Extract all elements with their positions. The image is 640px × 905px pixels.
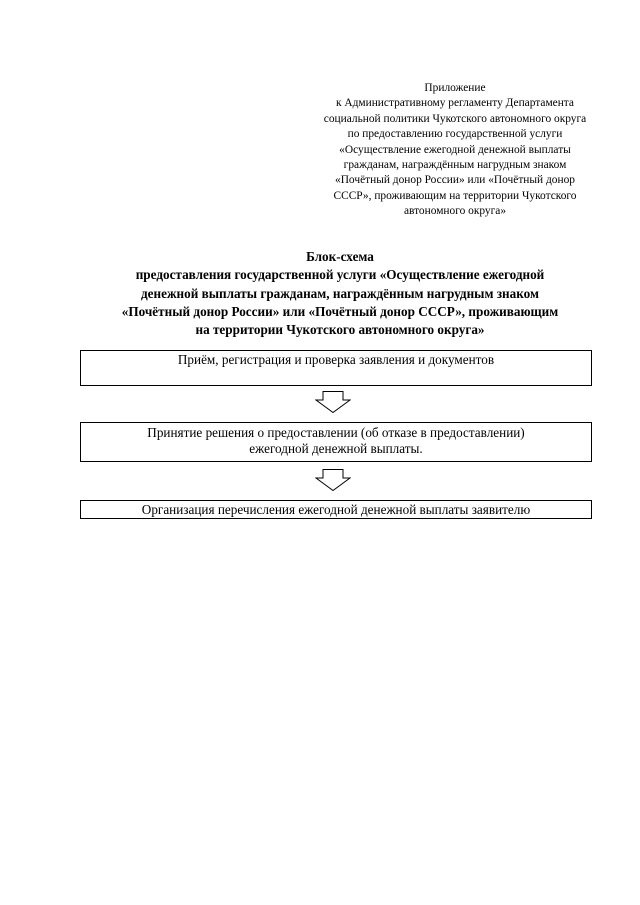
down-arrow-icon: [315, 391, 351, 413]
appendix-line: «Осуществление ежегодной денежной выплаты: [339, 143, 571, 156]
title-line: денежной выплаты гражданам, награждённым нагрудным знаком: [140, 285, 540, 301]
appendix-caption: [295, 81, 615, 220]
appendix-line: гражданам, награждённым нагрудным знаком: [343, 159, 567, 172]
appendix-line: к Административному регламенту Департамента: [336, 97, 574, 110]
title-line: Блок-схема: [306, 249, 374, 264]
appendix-line: СССР», проживающим на территории Чукотского: [333, 189, 577, 202]
title-line: на территории Чукотского автономного округа»: [195, 322, 485, 338]
title-line: «Почётный донор России» или «Почётный донор СССР», проживающим: [121, 303, 559, 319]
flow-step-reception: [80, 350, 592, 386]
flow-step-text: Принятие решения о предоставлении (об отказе в предоставлении): [147, 425, 525, 440]
flow-step-payment: [80, 500, 592, 519]
document-title: [60, 248, 620, 339]
flow-step-text: Организация перечисления ежегодной денежной выплаты заявителю: [141, 502, 531, 517]
flow-step-text: ежегодной денежной выплаты.: [249, 441, 423, 456]
appendix-line: «Почётный донор России» или «Почётный донор: [335, 174, 575, 187]
title-line: предоставления государственной услуги «Осуществление ежегодной: [135, 267, 545, 283]
flow-step-text: Приём, регистрация и проверка заявления и документов: [177, 352, 495, 367]
down-arrow-icon: [315, 469, 351, 491]
appendix-line: автономного округа»: [403, 205, 507, 218]
appendix-line: по предоставлению государственной услуги: [347, 128, 563, 141]
appendix-line: Приложение: [424, 82, 486, 94]
flow-step-decision: [80, 422, 592, 462]
appendix-line: социальной политики Чукотского автономного округа: [323, 112, 587, 125]
